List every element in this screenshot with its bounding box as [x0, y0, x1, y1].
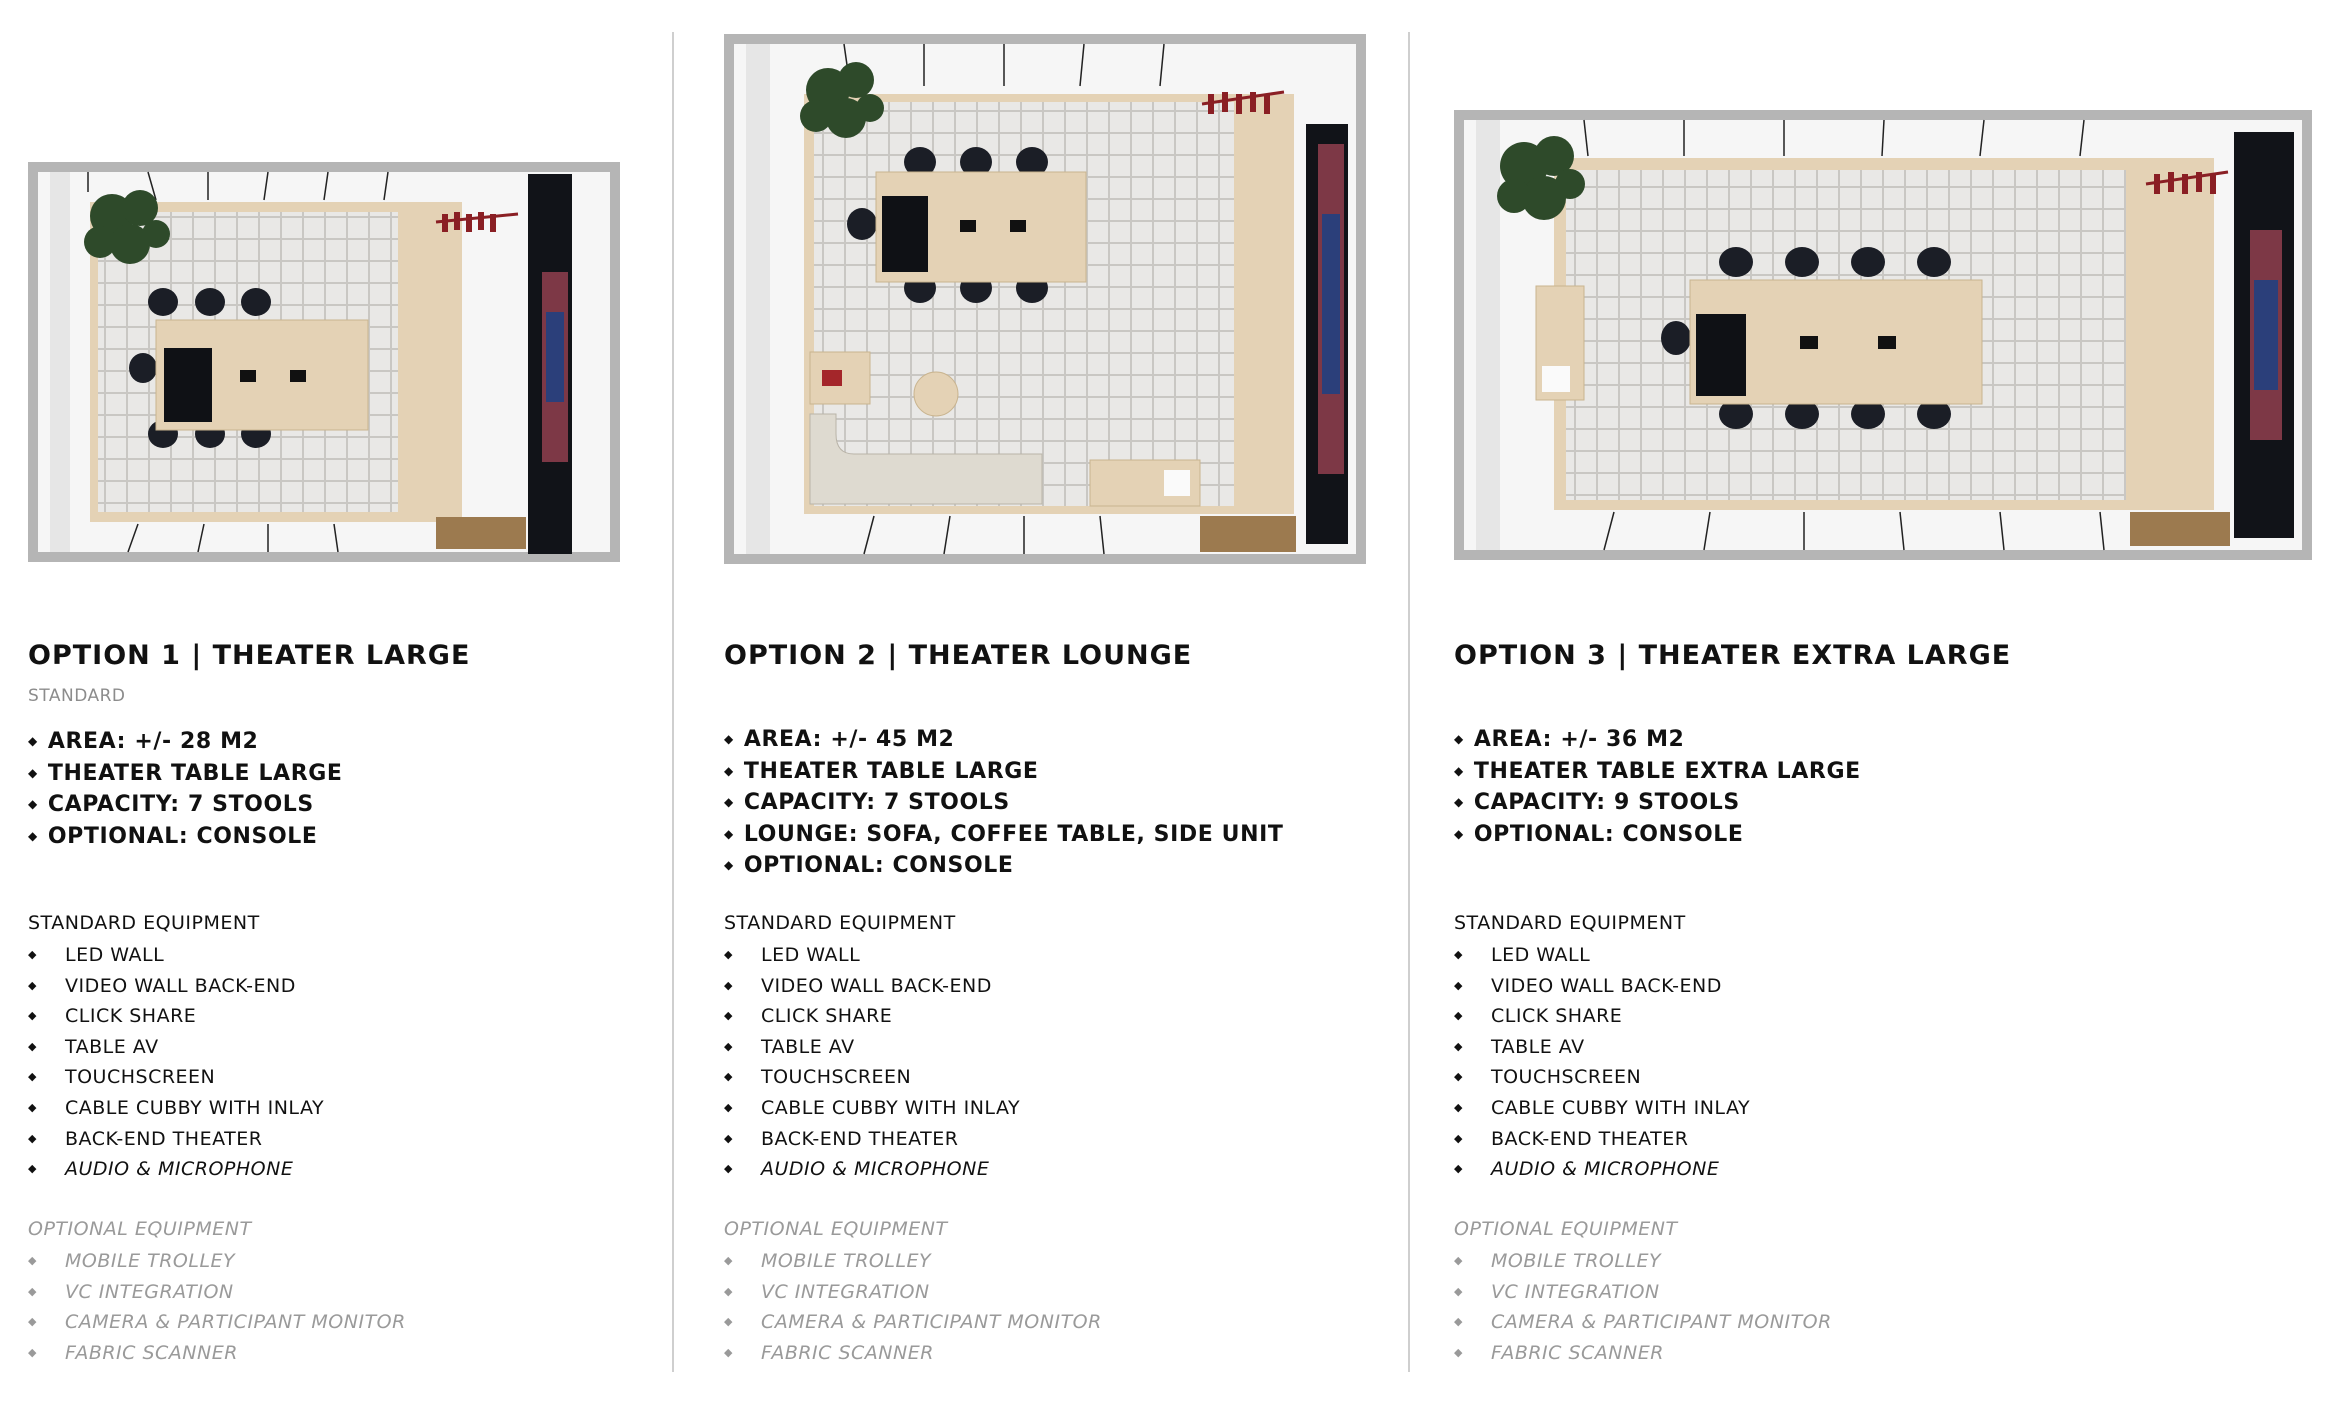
optional-item: ◆ CAMERA & PARTICIPANT MONITOR: [28, 1307, 406, 1338]
optional-item: ◆ VC INTEGRATION: [28, 1277, 406, 1308]
optional-item: ◆ CAMERA & PARTICIPANT MONITOR: [1454, 1307, 1832, 1338]
equipment-item: ◆ CABLE CUBBY WITH INLAY: [28, 1093, 324, 1124]
option-2-optional-heading: OPTIONAL EQUIPMENT: [724, 1218, 948, 1240]
option-1-subtitle: STANDARD: [28, 686, 126, 706]
optional-item: ◆ VC INTEGRATION: [1454, 1277, 1832, 1308]
equipment-item: ◆ CLICK SHARE: [28, 1001, 324, 1032]
option-2-floor-plan: [724, 34, 1366, 564]
option-3-column: [1408, 0, 2330, 1406]
option-2-title: OPTION 2 | THEATER LOUNGE: [724, 640, 1193, 671]
option-3-standard-list: [1454, 940, 1750, 1185]
equipment-item: ◆ VIDEO WALL BACK-END: [1454, 971, 1750, 1002]
optional-item: ◆ FABRIC SCANNER: [1454, 1338, 1832, 1369]
equipment-item: ◆ CABLE CUBBY WITH INLAY: [724, 1093, 1020, 1124]
spec-item: ◆ THEATER TABLE EXTRA LARGE: [1454, 756, 1861, 788]
optional-item: ◆ MOBILE TROLLEY: [1454, 1246, 1832, 1277]
option-2-optional-list: [724, 1246, 1102, 1368]
equipment-item: ◆ AUDIO & MICROPHONE: [28, 1154, 324, 1185]
optional-item: ◆ MOBILE TROLLEY: [28, 1246, 406, 1277]
option-1-specs: [28, 726, 343, 852]
equipment-item: ◆ BACK-END THEATER: [28, 1124, 324, 1155]
option-2-standard-list: [724, 940, 1020, 1185]
spec-item: ◆ THEATER TABLE LARGE: [28, 758, 343, 790]
option-3-optional-heading: OPTIONAL EQUIPMENT: [1454, 1218, 1678, 1240]
option-3-floor-plan: [1454, 110, 2312, 560]
optional-item: ◆ CAMERA & PARTICIPANT MONITOR: [724, 1307, 1102, 1338]
equipment-item: ◆ AUDIO & MICROPHONE: [724, 1154, 1020, 1185]
equipment-item: ◆ TOUCHSCREEN: [28, 1062, 324, 1093]
equipment-item: ◆ CLICK SHARE: [724, 1001, 1020, 1032]
equipment-item: ◆ LED WALL: [28, 940, 324, 971]
option-1-standard-list: [28, 940, 324, 1185]
equipment-item: ◆ TABLE AV: [1454, 1032, 1750, 1063]
option-1-optional-heading: OPTIONAL EQUIPMENT: [28, 1218, 252, 1240]
equipment-item: ◆ LED WALL: [724, 940, 1020, 971]
equipment-item: ◆ LED WALL: [1454, 940, 1750, 971]
spec-item: ◆ AREA: +/- 28 M2: [28, 726, 343, 758]
equipment-item: ◆ TABLE AV: [724, 1032, 1020, 1063]
equipment-item: ◆ TOUCHSCREEN: [724, 1062, 1020, 1093]
equipment-item: ◆ AUDIO & MICROPHONE: [1454, 1154, 1750, 1185]
option-3-title: OPTION 3 | THEATER EXTRA LARGE: [1454, 640, 2012, 671]
option-1-optional-list: [28, 1246, 406, 1368]
spec-item: ◆ OPTIONAL: CONSOLE: [28, 821, 343, 853]
option-3-standard-heading: STANDARD EQUIPMENT: [1454, 912, 1686, 934]
spec-item: ◆ OPTIONAL: CONSOLE: [1454, 819, 1861, 851]
equipment-item: ◆ TABLE AV: [28, 1032, 324, 1063]
option-1-column: [0, 0, 672, 1406]
spec-item: ◆ OPTIONAL: CONSOLE: [724, 850, 1284, 882]
spec-item: ◆ THEATER TABLE LARGE: [724, 756, 1284, 788]
spec-item: ◆ CAPACITY: 7 STOOLS: [28, 789, 343, 821]
option-3-specs: [1454, 724, 1861, 850]
option-2-column: [672, 0, 1408, 1406]
spec-item: ◆ CAPACITY: 7 STOOLS: [724, 787, 1284, 819]
optional-item: ◆ FABRIC SCANNER: [724, 1338, 1102, 1369]
equipment-item: ◆ TOUCHSCREEN: [1454, 1062, 1750, 1093]
spec-item: ◆ LOUNGE: SOFA, COFFEE TABLE, SIDE UNIT: [724, 819, 1284, 851]
equipment-item: ◆ VIDEO WALL BACK-END: [28, 971, 324, 1002]
optional-item: ◆ VC INTEGRATION: [724, 1277, 1102, 1308]
optional-item: ◆ MOBILE TROLLEY: [724, 1246, 1102, 1277]
equipment-item: ◆ CLICK SHARE: [1454, 1001, 1750, 1032]
equipment-item: ◆ VIDEO WALL BACK-END: [724, 971, 1020, 1002]
equipment-item: ◆ BACK-END THEATER: [1454, 1124, 1750, 1155]
equipment-item: ◆ CABLE CUBBY WITH INLAY: [1454, 1093, 1750, 1124]
option-2-specs: [724, 724, 1284, 882]
option-1-title: OPTION 1 | THEATER LARGE: [28, 640, 471, 671]
spec-item: ◆ AREA: +/- 45 M2: [724, 724, 1284, 756]
optional-item: ◆ FABRIC SCANNER: [28, 1338, 406, 1369]
option-1-standard-heading: STANDARD EQUIPMENT: [28, 912, 260, 934]
spec-item: ◆ AREA: +/- 36 M2: [1454, 724, 1861, 756]
option-1-floor-plan: [28, 162, 620, 562]
spec-item: ◆ CAPACITY: 9 STOOLS: [1454, 787, 1861, 819]
equipment-item: ◆ BACK-END THEATER: [724, 1124, 1020, 1155]
option-2-standard-heading: STANDARD EQUIPMENT: [724, 912, 956, 934]
option-3-optional-list: [1454, 1246, 1832, 1368]
